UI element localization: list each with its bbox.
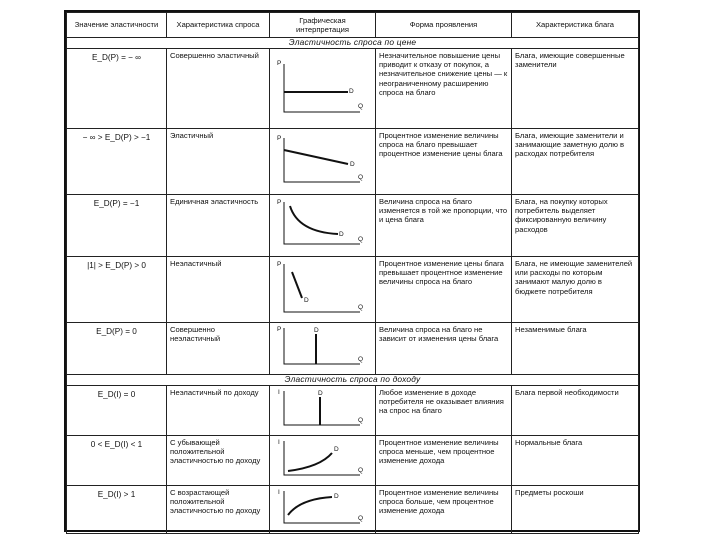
header-demand-characteristic: Характеристика спроса [167, 13, 270, 38]
form-text: Процентное изменение величины спроса на благо превышает процентное изменение цены блага [376, 129, 512, 195]
axis-label-x: Q [358, 103, 364, 110]
goods-text: Незаменимые блага [512, 323, 639, 375]
curve-label: D [314, 327, 319, 334]
axis-label-y: P [277, 326, 282, 333]
elasticity-value: − ∞ > E_D(P) > −1 [67, 129, 167, 195]
goods-text: Нормальные блага [512, 436, 639, 486]
table-row [67, 386, 639, 436]
goods-text: Блага, на покупку которых потребитель выделяет фиксированную величину расходов [512, 195, 639, 257]
graph-cell [270, 129, 376, 195]
form-text: Величина спроса на благо изменяется в той же пропорции, что и цена блага [376, 195, 512, 257]
graph-unit-elastic [272, 196, 372, 252]
demand-curve [290, 206, 338, 234]
axis-label-x: Q [358, 417, 364, 424]
elasticity-value: E_D(I) = 0 [67, 386, 167, 436]
graph-axes [284, 264, 360, 312]
header-goods: Характеристика блага [512, 13, 639, 38]
graph-axes [284, 328, 360, 364]
graph-cell [270, 436, 376, 486]
elasticity-value: |1| > E_D(P) > 0 [67, 257, 167, 323]
graph-cell [270, 257, 376, 323]
elasticity-value: E_D(P) = − ∞ [67, 49, 167, 129]
section-row-price [67, 38, 639, 49]
elasticity-table-document [64, 10, 640, 532]
demand-curve [292, 272, 302, 298]
graph-income-luxury [272, 487, 372, 529]
goods-text: Блага, имеющие заменители и занимающие заметную долю в расходах потребителя [512, 129, 639, 195]
graph-axes [284, 138, 360, 182]
goods-text: Предметы роскоши [512, 486, 639, 534]
demand-curve [288, 453, 332, 471]
goods-text: Блага, не имеющие заменителей или расходы по которым занимают малую долю в бюджете потребителя [512, 257, 639, 323]
section-row-income [67, 375, 639, 386]
curve-label: D [334, 493, 339, 500]
axis-label-y: I [278, 389, 280, 396]
header-form: Форма проявления [376, 13, 512, 38]
graph-perfectly-inelastic [272, 324, 372, 370]
curve-label: D [339, 231, 344, 238]
form-text: Процентное изменение величины спроса больше, чем процентное изменение дохода [376, 486, 512, 534]
table-row [67, 436, 639, 486]
graph-axes [284, 202, 360, 244]
curve-label: D [318, 390, 323, 397]
graph-cell [270, 323, 376, 375]
axis-label-x: Q [358, 356, 364, 363]
table-row [67, 195, 639, 257]
form-text: Процентное изменение цены блага превышает процентное изменение величины спроса на благо [376, 257, 512, 323]
table-row [67, 129, 639, 195]
demand-characteristic: Единичная эластичность [167, 195, 270, 257]
axis-label-y: I [278, 489, 280, 496]
graph-elastic [272, 130, 372, 190]
axis-label-y: P [277, 135, 282, 142]
curve-label: D [350, 161, 355, 168]
demand-characteristic: Совершенно неэластичный [167, 323, 270, 375]
axis-label-x: Q [358, 304, 364, 311]
axis-label-x: Q [358, 515, 364, 522]
elasticity-value: E_D(I) > 1 [67, 486, 167, 534]
demand-characteristic: Неэластичный по доходу [167, 386, 270, 436]
graph-inelastic [272, 258, 372, 318]
header-row [67, 13, 639, 38]
elasticity-table [66, 12, 639, 534]
graph-income-normal [272, 437, 372, 481]
table-row [67, 486, 639, 534]
elasticity-value: E_D(P) = 0 [67, 323, 167, 375]
elasticity-value: E_D(P) = −1 [67, 195, 167, 257]
section-income-title: Эластичность спроса по доходу [67, 375, 639, 386]
demand-characteristic: Совершенно эластичный [167, 49, 270, 129]
curve-label: D [349, 88, 354, 95]
form-text: Процентное изменение величины спроса меньше, чем процентное изменение дохода [376, 436, 512, 486]
graph-cell [270, 386, 376, 436]
demand-characteristic: С возрастающей положительной эластичностью по доходу [167, 486, 270, 534]
form-text: Незначительное повышение цены приводит к отказу от покупок, а незначительное снижение цены — к неограниченному расширению спроса на благо [376, 49, 512, 129]
axis-label-x: Q [358, 236, 364, 243]
graph-cell [270, 486, 376, 534]
table-row [67, 257, 639, 323]
axis-label-y: P [277, 199, 282, 206]
goods-text: Блага первой необходимости [512, 386, 639, 436]
curve-label: D [334, 446, 339, 453]
axis-label-y: P [277, 60, 282, 67]
graph-cell [270, 195, 376, 257]
demand-characteristic: Неэластичный [167, 257, 270, 323]
demand-characteristic: С убывающей положительной эластичностью по доходу [167, 436, 270, 486]
form-text: Любое изменение в доходе потребителя не оказывает влияния на спрос на благо [376, 386, 512, 436]
axis-label-x: Q [358, 467, 364, 474]
table-row [67, 323, 639, 375]
header-graphic: Графическая интерпретация [270, 13, 376, 38]
graph-cell [270, 49, 376, 129]
curve-label: D [304, 297, 309, 304]
demand-characteristic: Эластичный [167, 129, 270, 195]
goods-text: Блага, имеющие совершенные заменители [512, 49, 639, 129]
demand-curve [288, 497, 332, 515]
table-row [67, 49, 639, 129]
axis-label-y: P [277, 261, 282, 268]
elasticity-value: 0 < E_D(I) < 1 [67, 436, 167, 486]
header-elasticity-value: Значение эластичности [67, 13, 167, 38]
graph-perfectly-elastic [272, 50, 372, 124]
axis-label-y: I [278, 439, 280, 446]
axis-label-x: Q [358, 174, 364, 181]
graph-income-inelastic [272, 387, 372, 431]
form-text: Величина спроса на благо не зависит от изменения цены блага [376, 323, 512, 375]
section-price-title: Эластичность спроса по цене [67, 38, 639, 49]
demand-curve [284, 150, 348, 164]
